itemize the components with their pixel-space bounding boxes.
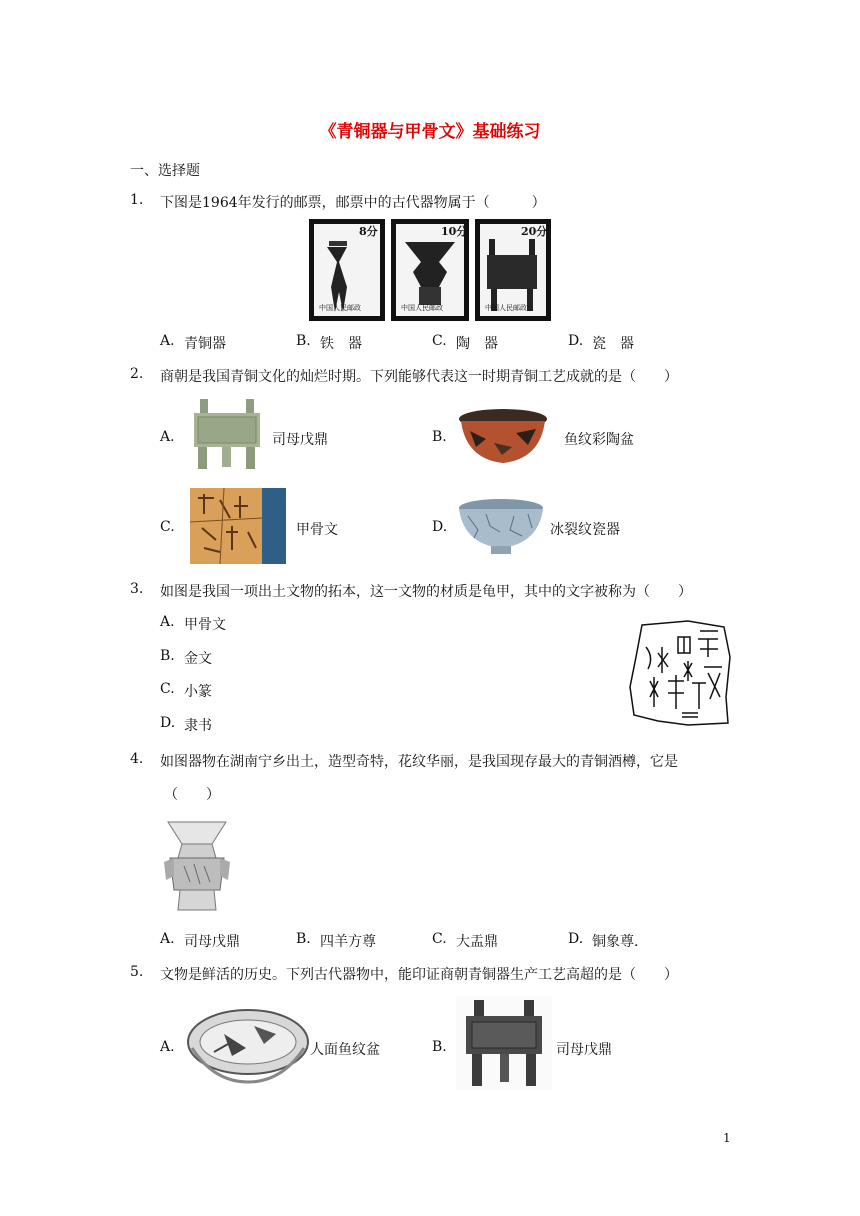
fish-basin-illustration (184, 1004, 312, 1086)
stamp-1-caption: 中国人民邮政 (319, 304, 361, 312)
page-number: 1 (723, 1131, 731, 1145)
q3-option-c-text: 小篆 (184, 684, 212, 700)
oracle-rubbing-image (628, 617, 732, 729)
q2-option-c-text: 甲骨文 (296, 522, 338, 538)
q5-option-b-text: 司母戊鼎 (556, 1042, 612, 1058)
q4-option-d-letter: D. (568, 931, 584, 947)
q3-option-d-text: 隶书 (184, 718, 212, 734)
q2-option-d-text: 冰裂纹瓷器 (550, 522, 620, 538)
zun-vessel-illustration (160, 818, 234, 914)
q4-option-c-letter: C. (432, 931, 447, 947)
oracle-bone-image (190, 488, 286, 564)
q3-option-c-letter: C. (160, 681, 175, 697)
oracle-bone-illustration (190, 488, 286, 564)
question-2-number: 2. (130, 366, 144, 382)
porcelain-bowl-illustration (456, 496, 546, 558)
section-heading: 一、选择题 (130, 163, 200, 179)
q4-option-b-letter: B. (296, 931, 311, 947)
q2-option-a-letter: A. (160, 429, 175, 445)
fish-pottery-basin-image (456, 403, 550, 467)
stamp-3-caption: 中国人民邮政 (485, 304, 527, 312)
page-title: 《青铜器与甲骨文》基础练习 (319, 122, 541, 142)
q2-option-d-letter: D. (432, 519, 448, 535)
question-5-text: 文物是鲜活的历史。下列古代器物中，能印证商朝青铜器生产工艺高超的是（ ） (160, 967, 678, 983)
q3-option-a-text: 甲骨文 (184, 617, 226, 633)
q4-option-b-text: 四羊方尊 (320, 934, 376, 950)
q2-option-b-letter: B. (432, 429, 447, 445)
q1-option-b-text: 铁 器 (320, 336, 362, 352)
question-1-number: 1. (130, 192, 144, 208)
q5-option-a-text: 人面鱼纹盆 (310, 1042, 380, 1058)
q1-option-a-letter: A. (160, 333, 175, 349)
stamps-image (307, 217, 553, 323)
question-1-text: 下图是1964年发行的邮票，邮票中的古代器物属于（ ） (160, 195, 546, 211)
q4-option-c-text: 大盂鼎 (456, 934, 498, 950)
oracle-rubbing-illustration (628, 617, 732, 729)
q5-option-b-letter: B. (432, 1039, 447, 1055)
ding-bw-illustration (456, 996, 552, 1090)
q2-option-c-letter: C. (160, 519, 175, 535)
q4-option-d-text: 铜象尊. (592, 934, 639, 950)
q3-option-b-letter: B. (160, 648, 175, 664)
question-4-text: 如图器物在湖南宁乡出土，造型奇特，花纹华丽，是我国现存最大的青铜酒樽，它是 (160, 754, 678, 770)
q1-option-a-text: 青铜器 (184, 336, 226, 352)
question-4-number: 4. (130, 751, 144, 767)
question-3-text: 如图是我国一项出土文物的拓本，这一文物的材质是龟甲，其中的文字被称为（ ） (160, 584, 692, 600)
stamp-2-caption: 中国人民邮政 (401, 304, 443, 312)
q1-option-c-letter: C. (432, 333, 447, 349)
q1-option-d-text: 瓷 器 (592, 336, 634, 352)
painted-basin-illustration (456, 403, 550, 467)
q2-option-b-text: 鱼纹彩陶盆 (564, 432, 634, 448)
question-4-answer-blank: （ ） (164, 787, 220, 803)
simuwu-ding-image (186, 395, 268, 471)
q3-option-a-letter: A. (160, 614, 175, 630)
q4-option-a-text: 司母戊鼎 (184, 934, 240, 950)
q1-option-c-text: 陶 器 (456, 336, 498, 352)
human-face-fish-basin-image (184, 1004, 312, 1086)
stamp-3-value: 20分 (521, 225, 548, 238)
question-3-number: 3. (130, 581, 144, 597)
crackle-porcelain-image (456, 496, 546, 558)
question-2-text: 商朝是我国青铜文化的灿烂时期。下列能够代表这一时期青铜工艺成就的是（ ） (160, 369, 678, 385)
q1-option-d-letter: D. (568, 333, 584, 349)
four-ram-zun-image (160, 818, 234, 914)
stamp-1-value: 8分 (359, 225, 378, 238)
q3-option-d-letter: D. (160, 715, 176, 731)
stamp-2-value: 10分 (441, 225, 468, 238)
question-5-number: 5. (130, 964, 144, 980)
q5-option-a-letter: A. (160, 1039, 175, 1055)
q2-option-a-text: 司母戊鼎 (272, 432, 328, 448)
q3-option-b-text: 金文 (184, 651, 212, 667)
q4-option-a-letter: A. (160, 931, 175, 947)
simuwu-ding-bw-image (456, 996, 552, 1090)
q1-option-b-letter: B. (296, 333, 311, 349)
ding-vessel-illustration (186, 395, 268, 471)
